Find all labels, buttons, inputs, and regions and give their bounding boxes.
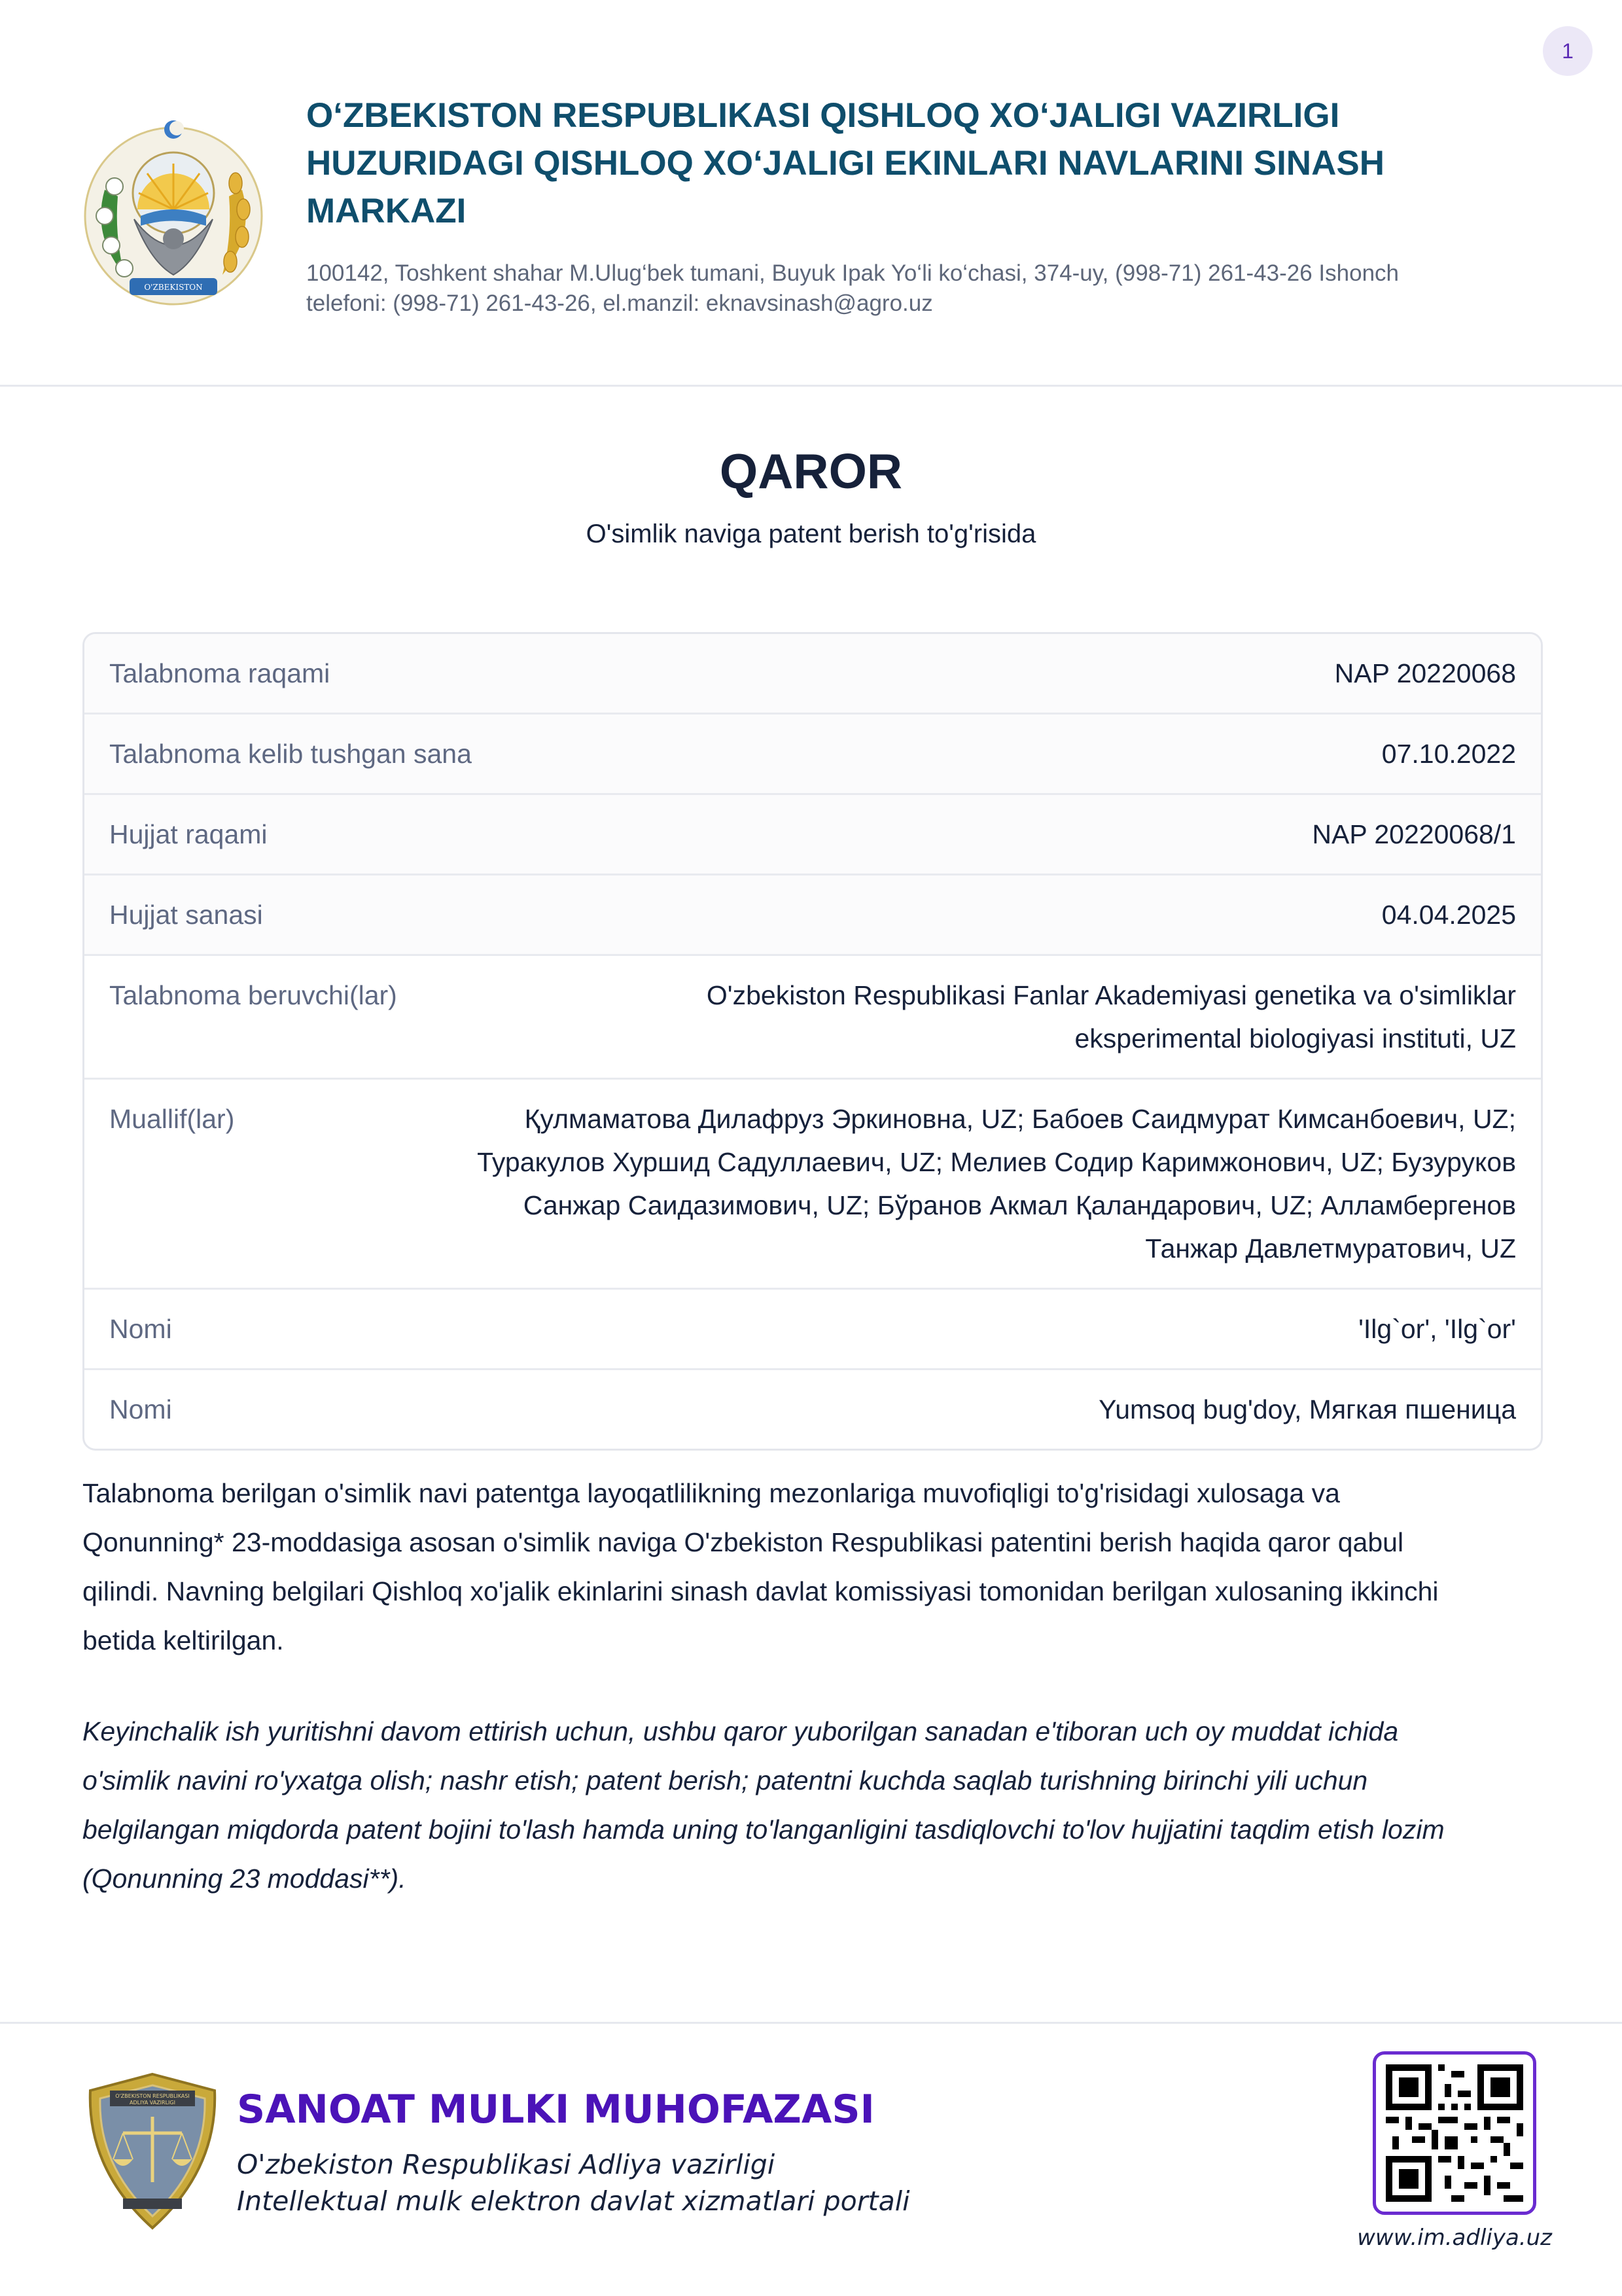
- row-label: Muallif(lar): [109, 1104, 235, 1134]
- svg-text:O'ZBEKISTON RESPUBLIKASI: O'ZBEKISTON RESPUBLIKASI: [115, 2093, 190, 2099]
- author-line: Танжар Давлетмуратович, UZ: [1145, 1233, 1516, 1263]
- row-value: NAP 20220068: [1334, 658, 1516, 688]
- website-link[interactable]: www.im.adliya.uz: [1357, 2225, 1552, 2251]
- details-row: [84, 1370, 1541, 1449]
- author-line: Туракулов Хуршид Садуллаевич, UZ; Мелиев Содир Каримжонович, UZ; Бузуруков: [477, 1147, 1516, 1177]
- row-value: 07.10.2022: [1381, 739, 1516, 769]
- details-row: [84, 795, 1541, 875]
- organization-title: [306, 92, 1536, 235]
- row-label: Hujjat sanasi: [109, 900, 263, 930]
- header-divider: [0, 385, 1622, 387]
- details-row: [84, 875, 1541, 956]
- qr-code-icon: [1386, 2064, 1523, 2202]
- details-row: [84, 956, 1541, 1080]
- author-line: Қулмаматова Дилафруз Эркиновна, UZ; Бабоев Саидмурат Кимсанбоевич, UZ;: [524, 1104, 1516, 1134]
- page-number-badge: 1: [1543, 26, 1593, 76]
- svg-text:O'ZBEKISTON: O'ZBEKISTON: [144, 283, 203, 292]
- state-emblem: [79, 111, 268, 308]
- paragraph-line: Keyinchalik ish yuritishni davom ettirish uchun, ushbu qaror yuborilgan sanadan e'tiboran uch oy muddat ichida: [82, 1716, 1399, 1746]
- row-value: 04.04.2025: [1381, 900, 1516, 930]
- address-line: 100142, Toshkent shahar M.Ulug‘bek tumani, Buyuk Ipak Yo‘li ko‘chasi, 374-uy, (998-71) 261-43-26 Ishonch: [306, 260, 1400, 286]
- document-title-block: [0, 438, 1622, 551]
- footer-title: SANOAT MULKI MUHOFAZASI: [237, 2087, 875, 2132]
- details-row: [84, 1080, 1541, 1290]
- applicant-value: [600, 974, 1516, 1060]
- qr-code[interactable]: [1373, 2051, 1536, 2215]
- row-label: Talabnoma raqami: [109, 658, 330, 688]
- row-label: Nomi: [109, 1394, 172, 1424]
- paragraph-line: (Qonunning 23 moddasi**).: [82, 1863, 406, 1894]
- document-header: [79, 85, 1544, 316]
- details-table: [82, 632, 1543, 1451]
- paragraph-line: betida keltirilgan.: [82, 1625, 284, 1655]
- footer-subtitle-line: O'zbekiston Respublikasi Adliya vazirligi: [237, 2149, 775, 2180]
- row-value: NAP 20220068/1: [1312, 819, 1516, 849]
- applicant-line: O'zbekiston Respublikasi Fanlar Akademiyasi genetika va o'simliklar: [706, 980, 1516, 1010]
- footer-divider: [0, 2022, 1622, 2024]
- paragraph-line: qilindi. Navning belgilari Qishloq xo'jalik ekinlarini sinash davlat komissiyasi tomonidan berilgan xulosaning ikkinchi: [82, 1576, 1439, 1606]
- organization-title-line: HUZURIDAGI QISHLOQ XO‘JALIGI EKINLARI NAVLARINI SINASH: [306, 144, 1384, 183]
- ministry-of-justice-logo: [84, 2071, 221, 2231]
- details-row: [84, 715, 1541, 795]
- organization-address: [306, 258, 1549, 319]
- row-value: 'Ilg`or', 'Ilg`or': [1358, 1314, 1516, 1344]
- footer-subtitle-line: Intellektual mulk elektron davlat xizmatlari portali: [237, 2185, 910, 2217]
- organization-title-line: MARKAZI: [306, 192, 467, 230]
- details-row: [84, 634, 1541, 715]
- document-title: QAROR: [719, 444, 903, 499]
- paragraph-line: o'simlik navini ro'yxatga olish; nashr etish; patent berish; patentni kuchda saqlab turishning birinchi yili uchun: [82, 1765, 1368, 1795]
- row-label: Talabnoma kelib tushgan sana: [109, 739, 472, 769]
- decision-paragraph: [82, 1469, 1539, 1665]
- svg-text:ADLIYA VAZIRLIGI: ADLIYA VAZIRLIGI: [130, 2100, 175, 2106]
- paragraph-line: Qonunning* 23-moddasiga asosan o'simlik naviga O'zbekiston Respublikasi patentini berish haqida qaror qabul: [82, 1527, 1404, 1557]
- row-value: Yumsoq bug'doy, Мягкая пшеница: [1099, 1394, 1516, 1424]
- address-line: telefoni: (998-71) 261-43-26, el.manzil: eknavsinash@agro.uz: [306, 291, 933, 316]
- footer-subtitle: [237, 2146, 910, 2219]
- author-line: Санжар Саидазимович, UZ; Бўранов Акмал Қаландарович, UZ; Алламбергенов: [523, 1190, 1516, 1220]
- row-label: Talabnoma beruvchi(lar): [109, 980, 397, 1010]
- organization-title-line: O‘ZBEKISTON RESPUBLIKASI QISHLOQ XO‘JALIGI VAZIRLIGI: [306, 96, 1340, 135]
- document-subtitle: O'simlik naviga patent berish to'g'risida: [586, 520, 1036, 548]
- instructions-paragraph: [82, 1707, 1539, 1903]
- applicant-line: eksperimental biologiyasi instituti, UZ: [1074, 1023, 1516, 1053]
- paragraph-line: Talabnoma berilgan o'simlik navi patentga layoqatlilikning mezonlariga muvofiqligi to'g'risidagi xulosaga va: [82, 1478, 1340, 1508]
- details-row: [84, 1290, 1541, 1370]
- row-label: Hujjat raqami: [109, 819, 268, 849]
- row-label: Nomi: [109, 1314, 172, 1344]
- authors-value: [338, 1097, 1516, 1270]
- paragraph-line: belgilangan miqdorda patent bojini to'lash hamda uning to'langanligini tasdiqlovchi to'lov hujjatini taqdim etish lozim: [82, 1814, 1445, 1845]
